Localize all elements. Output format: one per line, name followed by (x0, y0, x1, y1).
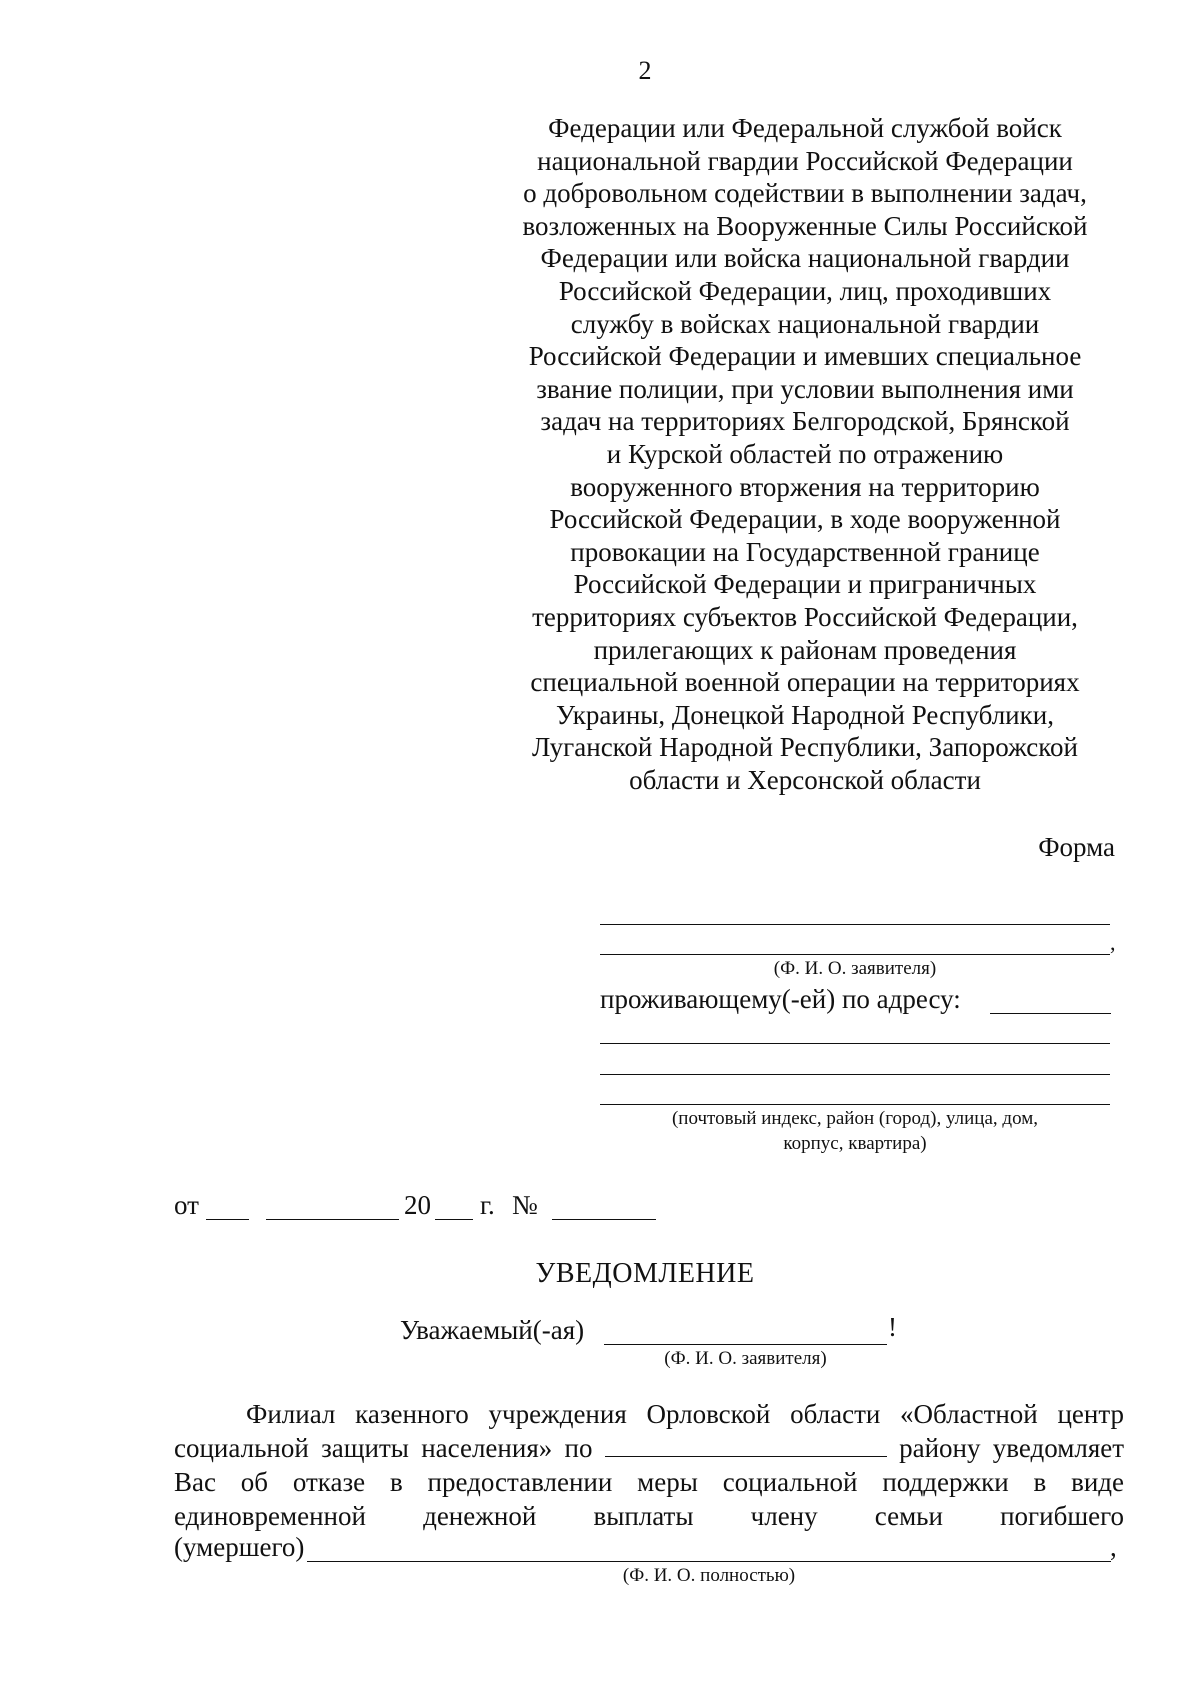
header-line: и Курской областей по отражению (606, 438, 1004, 469)
header-line: возложенных на Вооруженные Силы Российской (522, 210, 1088, 241)
deceased-name-field[interactable] (307, 1561, 1111, 1562)
year-suffix: г. (480, 1190, 495, 1220)
page-number: 2 (638, 56, 652, 85)
header-line: национальной гвардии Российской Федерации (537, 145, 1073, 176)
header-line: Федерации или Федеральной службой войск (548, 113, 1062, 143)
header-line: о добровольном содействии в выполнении задач, (523, 178, 1087, 209)
header-line: Российской Федерации и имевших специальное (528, 341, 1082, 372)
greeting-caption: (Ф. И. О. заявителя) (664, 1348, 827, 1369)
paragraph-line: Вас об отказе в предоставлении меры социальной поддержки в виде (174, 1467, 1124, 1497)
address-line[interactable] (600, 1043, 1110, 1044)
applicant-name-line[interactable] (600, 924, 1110, 925)
greeting-name-field[interactable] (604, 1344, 887, 1345)
address-caption: корпус, квартира) (783, 1133, 927, 1154)
header-line: Федерации или войска национальной гвардии (540, 243, 1070, 274)
day-field[interactable] (206, 1219, 249, 1220)
header-line: вооруженного вторжения на территорию (570, 471, 1040, 502)
header-line: провокации на Государственной границе (570, 536, 1040, 567)
address-line[interactable] (990, 1013, 1111, 1014)
header-line: Российской Федерации и приграничных (573, 569, 1037, 600)
paragraph-text: району уведомляет (899, 1433, 1125, 1463)
applicant-name-line[interactable] (600, 954, 1110, 955)
header-line: области и Херсонской области (629, 764, 981, 795)
address-label: проживающему(-ей) по адресу: (600, 984, 961, 1014)
comma: , (1110, 930, 1116, 955)
header-text-block (510, 112, 1100, 796)
address-line[interactable] (600, 1104, 1110, 1105)
paragraph-line: Филиал казенного учреждения Орловской области «Областной центр (246, 1399, 1124, 1429)
header-line: Луганской Народной Республики, Запорожской (532, 732, 1078, 763)
greeting-text: Уважаемый(-ая) (400, 1315, 585, 1345)
deceased-label: (умершего) (174, 1532, 305, 1562)
document-title: УВЕДОМЛЕНИЕ (535, 1258, 755, 1289)
year-field[interactable] (435, 1219, 473, 1220)
year-prefix: 20 (404, 1190, 431, 1220)
comma: , (1110, 1532, 1117, 1562)
deceased-name-caption: (Ф. И. О. полностью) (622, 1565, 796, 1586)
date-prefix: от (174, 1190, 199, 1220)
header-line: прилегающих к районам проведения (593, 634, 1017, 665)
header-line: специальной военной операции на территориях (530, 667, 1080, 698)
notice-paragraph (174, 1397, 1124, 1533)
number-field[interactable] (552, 1219, 656, 1220)
address-caption: (почтовый индекс, район (город), улица, дом, (671, 1108, 1038, 1129)
header-line: территориях субъектов Российской Федерации, (532, 601, 1078, 632)
paragraph-line: единовременной денежной выплаты члену семьи погибшего (174, 1501, 1124, 1531)
header-line: Российской Федерации, лиц, проходивших (558, 275, 1052, 306)
number-sign: № (512, 1190, 538, 1220)
paragraph-text: социальной защиты населения» по (174, 1433, 593, 1463)
applicant-fio-caption: (Ф. И. О. заявителя) (773, 958, 937, 979)
header-line: звание полиции, при условии выполнения ими (536, 373, 1074, 404)
paragraph-line (174, 1431, 1124, 1465)
district-field[interactable] (605, 1434, 887, 1457)
header-line: службу в войсках национальной гвардии (570, 308, 1040, 339)
form-label: Форма (1038, 832, 1115, 862)
greeting-exclamation: ! (888, 1312, 897, 1342)
month-field[interactable] (266, 1219, 399, 1220)
header-line: задач на территориях Белгородской, Брянской (540, 406, 1070, 437)
header-line: Украины, Донецкой Народной Республики, (556, 699, 1054, 730)
header-line: Российской Федерации, в ходе вооруженной (549, 504, 1061, 535)
address-line[interactable] (600, 1074, 1110, 1075)
